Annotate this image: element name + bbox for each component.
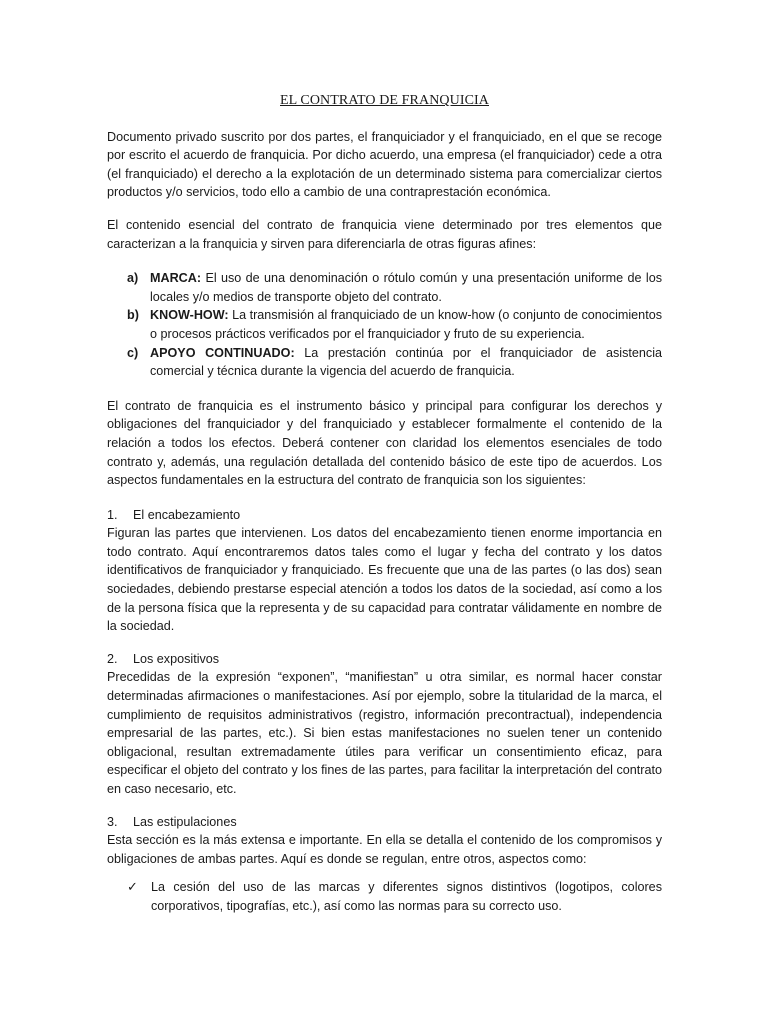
intro-paragraph: Documento privado suscrito por dos partes, el franquiciador y el franquiciado, en el que se recoge por escrito el acuerdo de franquicia. Por dicho acuerdo, una empresa (el franquiciador) cede a otra (el franquiciado) el derecho a la explotación de un determinado sistema para comercializar ciertos productos y/o servicios, todo ello a cambio de una contraprestación económica.	[107, 129, 662, 200]
section-number: 2.	[107, 651, 118, 666]
list-text: La cesión del uso de las marcas y diferentes signos distintivos (logotipos, colores corporativos, tipografías, etc.), así como las normas para su correcto uso.	[151, 880, 662, 913]
list-term: MARCA:	[150, 271, 202, 286]
elements-list	[107, 269, 662, 381]
checkmark-icon: ✓	[127, 879, 138, 895]
section-number: 1.	[107, 507, 118, 522]
list-item	[107, 878, 662, 915]
stipulations-checklist	[107, 878, 662, 915]
section-heading	[107, 650, 662, 669]
section-text: Esta sección es la más extensa e importante. En ella se detalla el contenido de los compromisos y obligaciones de ambas partes. Aquí es donde se regulan, entre otros, aspectos como:	[107, 833, 662, 866]
list-text: La transmisión al franquiciado de un know-how (o conjunto de conocimientos o procesos prácticos verificados por el franquiciador y fruto de su experiencia.	[150, 308, 662, 341]
section-heading	[107, 813, 662, 832]
section-text: Precedidas de la expresión “exponen”, “manifiestan” u otra similar, es normal hacer constar determinadas afirmaciones o manifestaciones. Así por ejemplo, sobre la titularidad de la marca, el cumplimiento de requisitos administrativos (registro, información precontractual), independencia empresarial de las partes, etc.). Si bien estas manifestaciones no suelen tener un contenido obligacional, resultan extremadamente útiles para verificar un consentimiento eficaz, para especificar el objeto del contrato y los fines de las partes, para facilitar la interpretación del contrato en caso necesario, etc.	[107, 670, 662, 796]
list-term: KNOW-HOW:	[150, 308, 229, 323]
list-marker: b)	[127, 308, 139, 323]
section-text: Figuran las partes que intervienen. Los datos del encabezamiento tienen enorme importancia en todo contrato. Aquí encontraremos datos tales como el lugar y fecha del contrato y los datos identificativos de franquiciador y franquiciado. Es frecuente que una de las partes (o las dos) sean sociedades, debiendo prestarse especial atención a todos los datos de la sociedad, así como a los de la persona física que la representa y de su capacidad para contratar válidamente en nombre de la sociedad.	[107, 526, 662, 634]
section-expositivos	[107, 650, 662, 799]
section-estipulaciones	[107, 813, 662, 916]
list-text: El uso de una denominación o rótulo común y una presentación uniforme de los locales y/o medios de transporte objeto del contrato.	[150, 271, 662, 304]
list-marker: c)	[127, 345, 139, 360]
section-title: Los expositivos	[133, 651, 220, 666]
list-item	[107, 344, 662, 381]
structure-intro-paragraph: El contrato de franquicia es el instrumento básico y principal para configurar los derechos y obligaciones del franquiciador y del franquiciado y establecer formalmente el contenido de la relación a todos los efectos. Deberá contener con claridad los elementos esenciales de todo contrato y, además, una regulación detallada del contenido básico de este tipo de acuerdos. Los aspectos fundamentales en la estructura del contrato de franquicia son los siguientes:	[107, 398, 662, 488]
list-term: APOYO CONTINUADO:	[150, 345, 295, 360]
document-page	[107, 92, 662, 930]
elements-intro-paragraph: El contenido esencial del contrato de franquicia viene determinado por tres elementos que caracterizan a la franquicia y sirven para diferenciarla de otras figuras afines:	[107, 217, 662, 251]
section-number: 3.	[107, 814, 118, 829]
section-title: El encabezamiento	[133, 507, 241, 522]
section-title: Las estipulaciones	[133, 814, 237, 829]
section-encabezamiento	[107, 506, 662, 636]
list-item	[107, 306, 662, 343]
list-marker: a)	[127, 271, 139, 286]
document-title: EL CONTRATO DE FRANQUICIA	[280, 93, 489, 108]
section-heading	[107, 506, 662, 525]
list-text: La prestación continúa por el franquiciador de asistencia comercial y técnica durante la vigencia del acuerdo de franquicia.	[150, 345, 662, 379]
list-item	[107, 269, 662, 306]
